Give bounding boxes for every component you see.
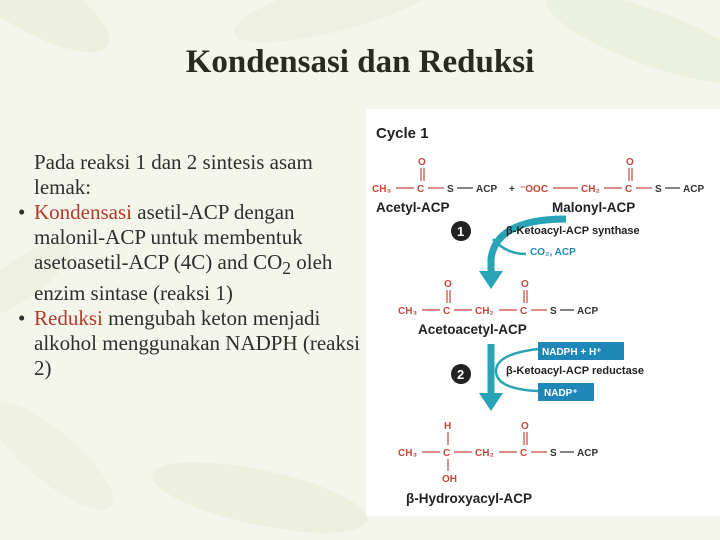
bullet-reduction	[18, 306, 363, 381]
sulfur-atom: S	[447, 184, 454, 195]
carbon-atom: C	[520, 306, 528, 317]
bullet-text: asetil-ACP dengan malonil-ACP untuk membentuk asetoasetil-ACP (4C) and CO	[34, 200, 303, 274]
malonyl-acp-label: Malonyl-ACP	[552, 200, 636, 215]
synthase-enzyme-label: β-Ketoacyl-ACP synthase	[506, 225, 640, 237]
bullet-symbol: •	[18, 200, 26, 224]
acp-label: ACP	[577, 448, 599, 459]
acetoacetyl-acp-structure	[398, 279, 598, 317]
oxygen-atom: O	[521, 279, 529, 290]
oxygen-atom: O	[626, 157, 634, 168]
oxygen-atom: O	[418, 157, 426, 168]
background-leaf	[147, 448, 374, 540]
hydrogen-atom: H	[444, 421, 452, 432]
highlight-term: Kondensasi	[34, 200, 132, 224]
methyl-group: CH₃	[398, 448, 418, 459]
hydroxyacyl-acp-label: β-Hydroxyacyl-ACP	[406, 491, 533, 506]
cofactor-out-label: NADP⁺	[544, 388, 578, 399]
slide-title: Kondensasi dan Reduksi	[185, 44, 535, 80]
subscript-text: 2	[282, 258, 292, 279]
sulfur-atom: S	[655, 184, 662, 195]
reductase-enzyme-label: β-Ketoacyl-ACP reductase	[506, 365, 644, 377]
hydroxyacyl-acp-structure	[398, 421, 598, 485]
bullet-condensation	[18, 200, 363, 306]
acetyl-acp-structure	[372, 157, 515, 195]
bullet-symbol: •	[18, 306, 26, 331]
arrow-head	[479, 271, 503, 289]
acp-label: ACP	[683, 184, 705, 195]
acetoacetyl-acp-label: Acetoacetyl-ACP	[418, 322, 527, 337]
methyl-group: CH₃	[398, 306, 418, 317]
highlight-term: Reduksi	[34, 306, 103, 331]
oxygen-atom: O	[521, 421, 529, 432]
step-2-number: 2	[457, 367, 465, 382]
plus-sign: +	[509, 184, 515, 195]
arrow-head	[479, 393, 503, 411]
acp-label: ACP	[577, 306, 599, 317]
step-1-number: 1	[457, 224, 465, 239]
cofactor-in-label: NADPH + H⁺	[542, 347, 602, 358]
intro-text: Pada reaksi 1 dan 2 sintesis asam lemak:	[34, 150, 313, 199]
methylene-group: CH₂	[581, 184, 600, 195]
methylene-group: CH₂	[475, 306, 494, 317]
fatty-acid-cycle-figure	[366, 109, 720, 516]
reaction-diagram	[366, 109, 720, 516]
carbon-atom: C	[443, 306, 451, 317]
sulfur-atom: S	[550, 306, 557, 317]
released-products: CO₂, ACP	[530, 247, 576, 258]
hydroxyl-group: OH	[442, 474, 457, 485]
acp-label: ACP	[476, 184, 498, 195]
methylene-group: CH₂	[475, 448, 494, 459]
carbon-atom: C	[625, 184, 633, 195]
slide-body	[18, 150, 363, 381]
carbon-atom: C	[417, 184, 425, 195]
bullet-text: oleh enzim sintase (reaksi 1)	[34, 250, 333, 306]
carbon-atom: C	[443, 448, 451, 459]
acetyl-acp-label: Acetyl-ACP	[376, 200, 450, 215]
malonyl-acp-structure	[520, 157, 704, 195]
background-leaf	[0, 384, 127, 525]
sulfur-atom: S	[550, 448, 557, 459]
bullet-text: mengubah keton menjadi alkohol menggunakan NADPH (reaksi 2)	[34, 306, 361, 381]
cycle-title: Cycle 1	[376, 125, 429, 142]
carboxylate-group: ⁻OOC	[520, 184, 549, 195]
oxygen-atom: O	[444, 279, 452, 290]
methyl-group: CH₃	[372, 184, 392, 195]
carbon-atom: C	[520, 448, 528, 459]
